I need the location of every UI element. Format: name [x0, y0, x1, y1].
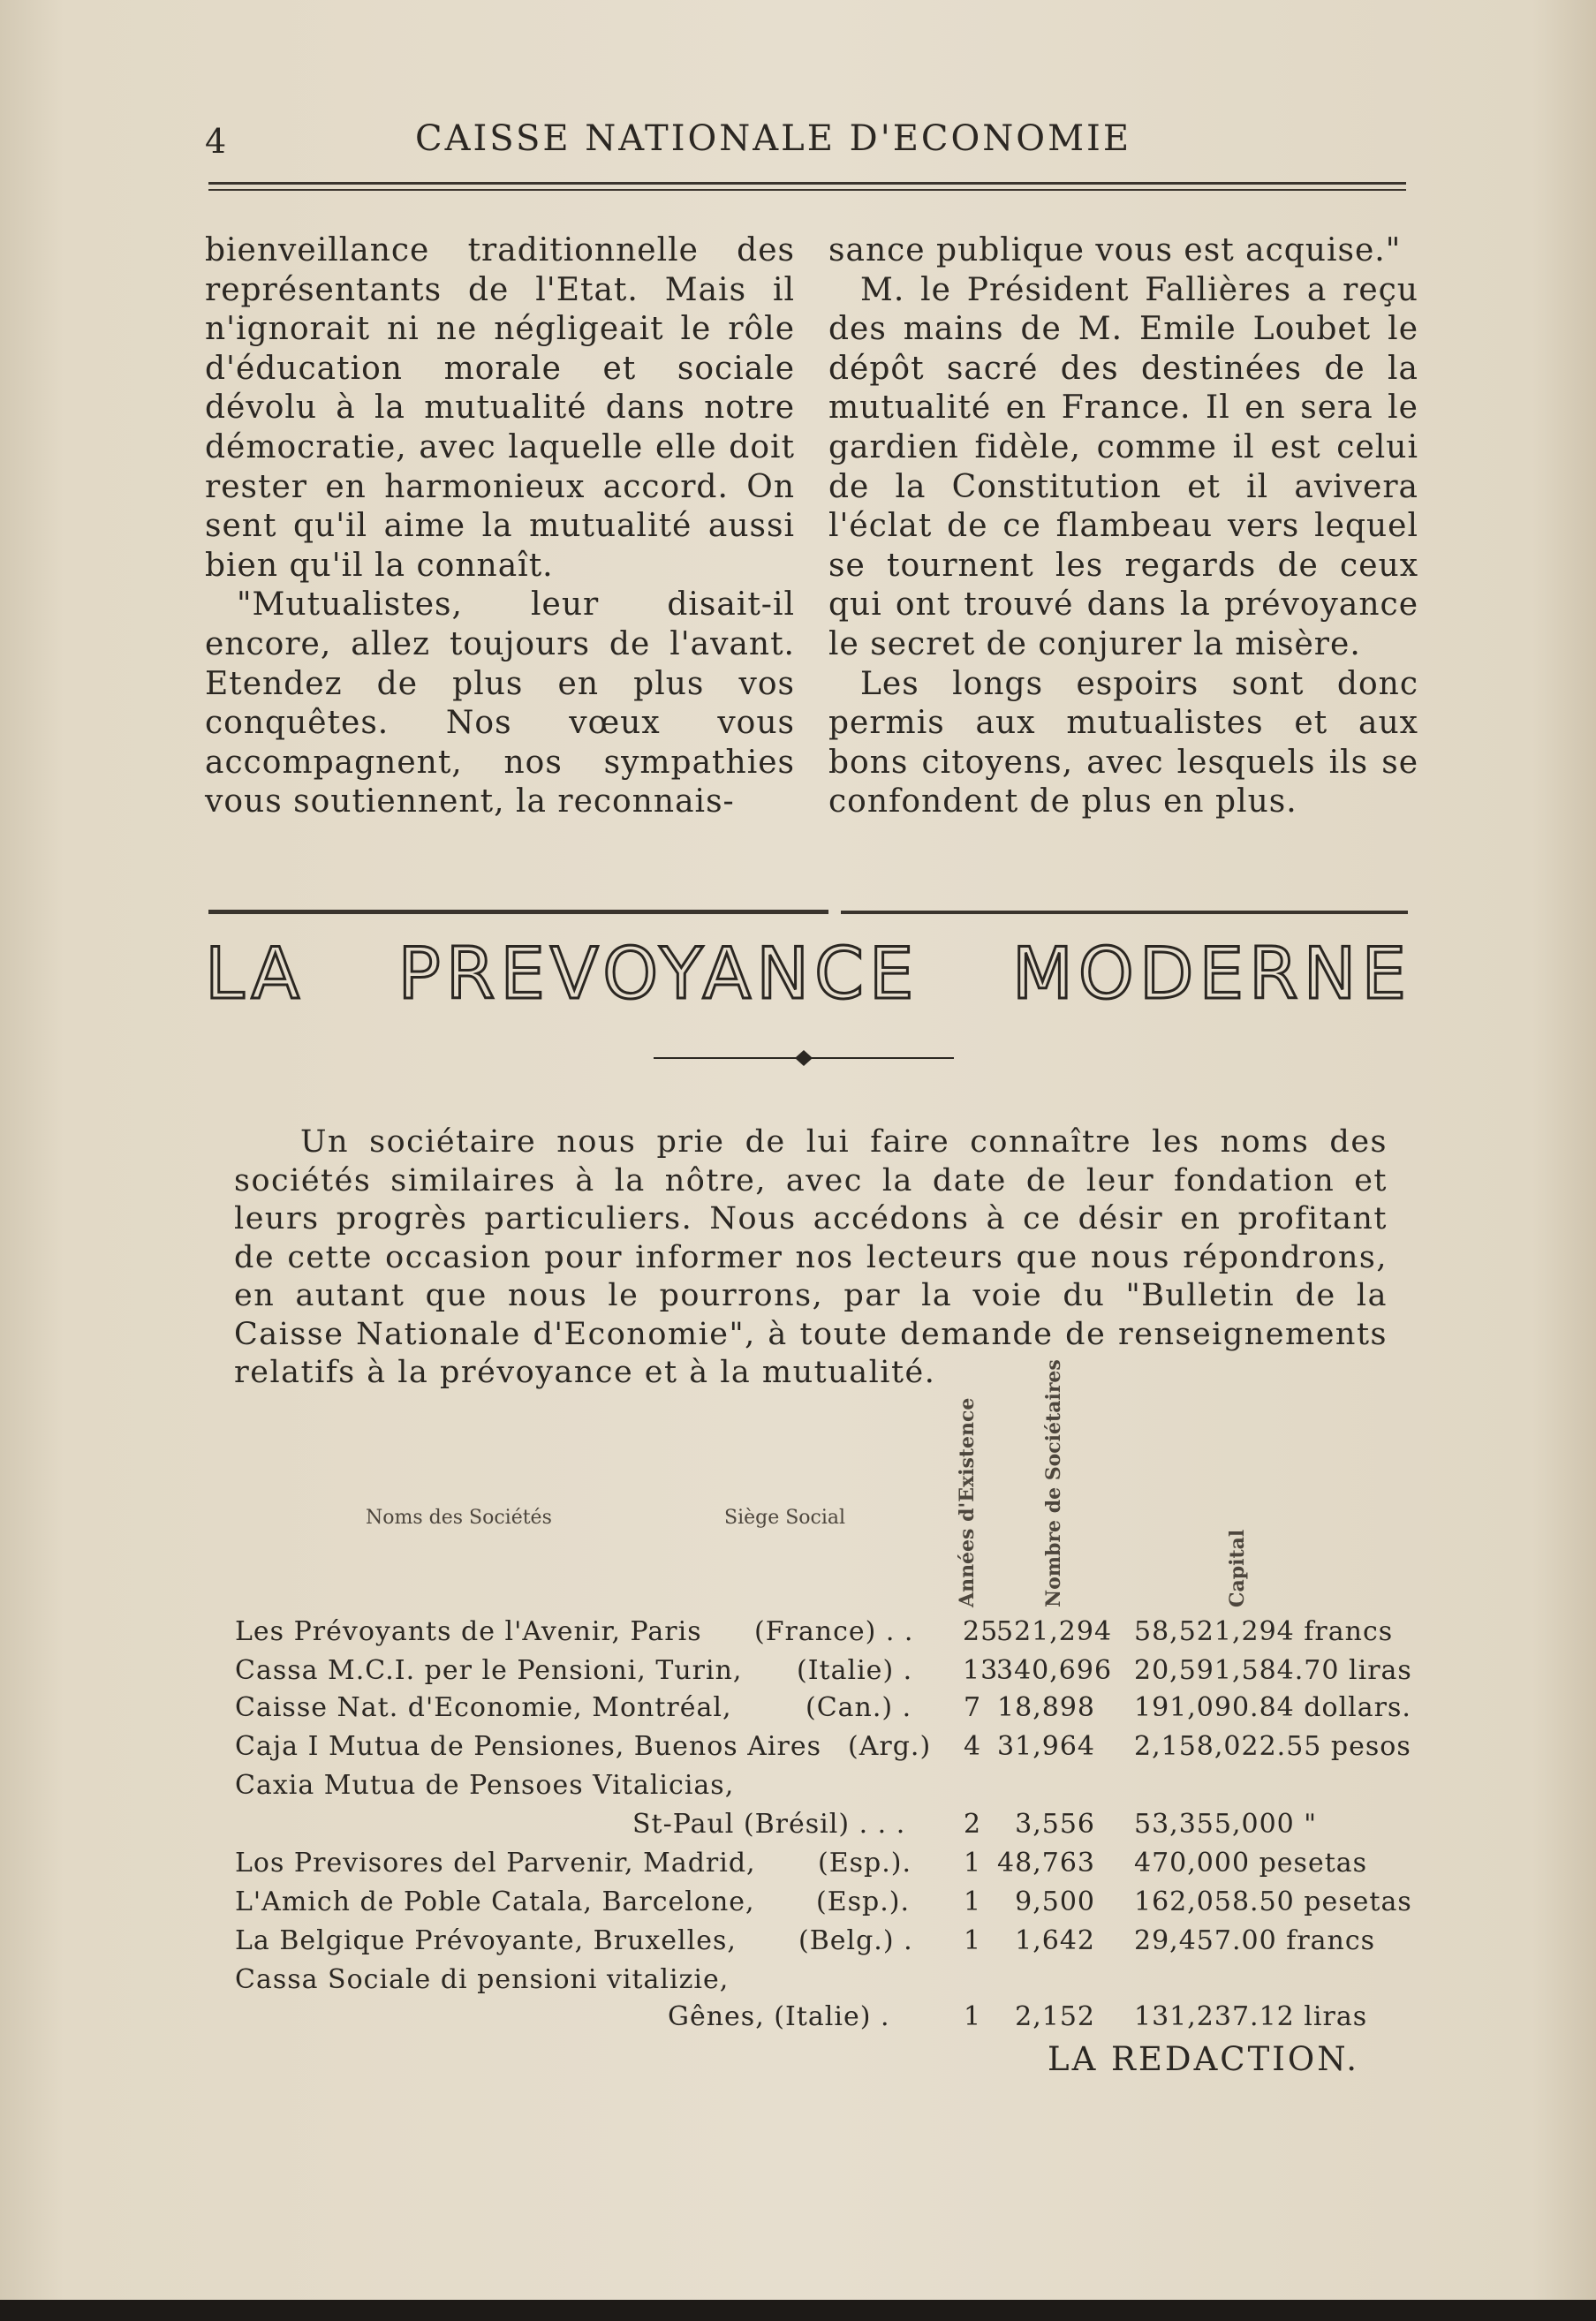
row-6-years: 1: [963, 1848, 982, 1879]
row-3-place: (Arg.): [848, 1731, 932, 1762]
row-6-members: 48,763: [997, 1848, 1095, 1879]
section-rule-right: [841, 911, 1408, 914]
row-0-name: Les Prévoyants de l'Avenir, Paris: [235, 1616, 702, 1647]
page-number: 4: [205, 122, 227, 161]
right-paragraph-3: Les longs espoirs sont donc permis aux mutualistes et aux bons citoyens, avec lesquels ils se confondent de plus en plus.: [828, 665, 1418, 820]
row-1-years: 13: [963, 1655, 999, 1686]
intro-paragraph: Un sociétaire nous prie de lui faire connaître les noms des sociétés similaires à la nôtre, avec la date de leur fondation et leurs progrès particuliers. Nous accédons à ce désir en profitant de cette occasion pour informer nos lecteurs que nous répondrons, en autant que nous le pourrons, par la voie du "Bulletin de la Caisse Nationale d'Economie", à toute demande de renseignements relatifs à la prévoyance et à la mutualité.: [234, 1124, 1388, 1390]
row-8-place: (Belg.) .: [798, 1925, 913, 1956]
row-3-members: 31,964: [997, 1731, 1095, 1762]
row-8-members: 1,642: [1015, 1925, 1095, 1956]
section-title: LA PREVOYANCE MODERNE: [205, 933, 1411, 1015]
header-capital: Capital: [1226, 1529, 1249, 1607]
row-10-members: 2,152: [1015, 2001, 1095, 2032]
header-rule-bottom: [208, 189, 1406, 191]
left-paragraph-1: bienveillance traditionnelle des représentants de l'Etat. Mais il n'ignorait ni ne négligeait le rôle d'éducation morale et sociale dévolu à la mutualité dans notre démocratie, avec laquelle elle doit rester en harmonieux accord. On sent qu'il aime la mutualité aussi bien qu'il la connaît.: [205, 232, 795, 584]
row-6-name: Los Previsores del Parvenir, Madrid,: [235, 1848, 756, 1879]
title-ornament: [654, 1047, 954, 1069]
row-7-members: 9,500: [1015, 1886, 1095, 1917]
header-years: Années d'Existence: [956, 1397, 979, 1607]
row-7-years: 1: [963, 1886, 982, 1917]
row-6-capital: 470,000 pesetas: [1134, 1848, 1368, 1879]
row-8-name: La Belgique Prévoyante, Bruxelles,: [235, 1925, 737, 1956]
right-paragraph-1: sance publique vous est acquise.": [828, 232, 1402, 268]
row-2-members: 18,898: [997, 1692, 1095, 1723]
header-society-names: Noms des Sociétés: [366, 1507, 552, 1529]
article-right-column: [828, 231, 1418, 822]
row-7-capital: 162,058.50 pesetas: [1134, 1886, 1412, 1917]
row-0-members: 521,294: [996, 1616, 1113, 1647]
row-2-name: Caisse Nat. d'Economie, Montréal,: [235, 1692, 732, 1723]
left-paragraph-2: "Mutualistes, leur disait-il encore, allez toujours de l'avant. Etendez de plus en plus vos conquêtes. Nos vœux vous accompagnent, nos sympathies vous soutiennent, la reconnais-: [205, 586, 795, 820]
row-0-capital: 58,521,294 francs: [1134, 1616, 1394, 1647]
header-members: Nombre de Sociétaires: [1042, 1359, 1065, 1607]
row-7-name: L'Amich de Poble Catala, Barcelone,: [235, 1886, 755, 1917]
signature: LA REDACTION.: [1048, 2040, 1360, 2078]
row-1-members: 340,696: [996, 1655, 1113, 1686]
intro-text: [234, 1123, 1388, 1393]
row-5-members: 3,556: [1015, 1809, 1095, 1840]
row-5-years: 2: [963, 1809, 982, 1840]
article-left-column: [205, 231, 795, 822]
row-5-capital: 53,355,000 ": [1134, 1809, 1318, 1840]
row-7-place: (Esp.).: [816, 1886, 910, 1917]
row-4-name: Caxia Mutua de Pensoes Vitalicias,: [235, 1770, 735, 1801]
header-rule-top: [208, 182, 1406, 185]
header-seat: Siège Social: [724, 1507, 846, 1529]
row-3-years: 4: [963, 1731, 982, 1762]
running-title: CAISSE NATIONALE D'ECONOMIE: [415, 118, 1132, 159]
row-9-name: Cassa Sociale di pensioni vitalizie,: [235, 1964, 730, 1995]
row-1-place: (Italie) .: [797, 1655, 913, 1686]
row-10-capital: 131,237.12 liras: [1134, 2001, 1368, 2032]
row-10-place: Gênes, (Italie) .: [668, 2001, 890, 2032]
right-paragraph-2: M. le Président Fallières a reçu des mains de M. Emile Loubet le dépôt sacré des destinées de la mutualité en France. Il en sera le gardien fidèle, comme il est celui de la Constitution et il avivera l'éclat de ce flambeau vers lequel se tournent les regards de ceux qui ont trouvé dans la prévoyance le secret de conjurer la misère.: [828, 271, 1418, 662]
row-6-place: (Esp.).: [818, 1848, 911, 1879]
row-8-years: 1: [963, 1925, 982, 1956]
row-10-years: 1: [963, 2001, 982, 2032]
row-0-years: 25: [963, 1616, 999, 1647]
row-1-capital: 20,591,584.70 liras: [1134, 1655, 1412, 1686]
row-5-place: St-Paul (Brésil) . . .: [632, 1809, 906, 1840]
row-2-years: 7: [963, 1692, 982, 1723]
row-8-capital: 29,457.00 francs: [1134, 1925, 1376, 1956]
row-3-name: Caja I Mutua de Pensiones, Buenos Aires: [235, 1731, 821, 1762]
row-0-place: (France) . .: [754, 1616, 914, 1647]
row-2-place: (Can.) .: [806, 1692, 912, 1723]
row-2-capital: 191,090.84 dollars.: [1134, 1692, 1411, 1723]
row-1-name: Cassa M.C.I. per le Pensioni, Turin,: [235, 1655, 743, 1686]
row-3-capital: 2,158,022.55 pesos: [1134, 1731, 1411, 1762]
section-rule-left: [208, 910, 828, 914]
